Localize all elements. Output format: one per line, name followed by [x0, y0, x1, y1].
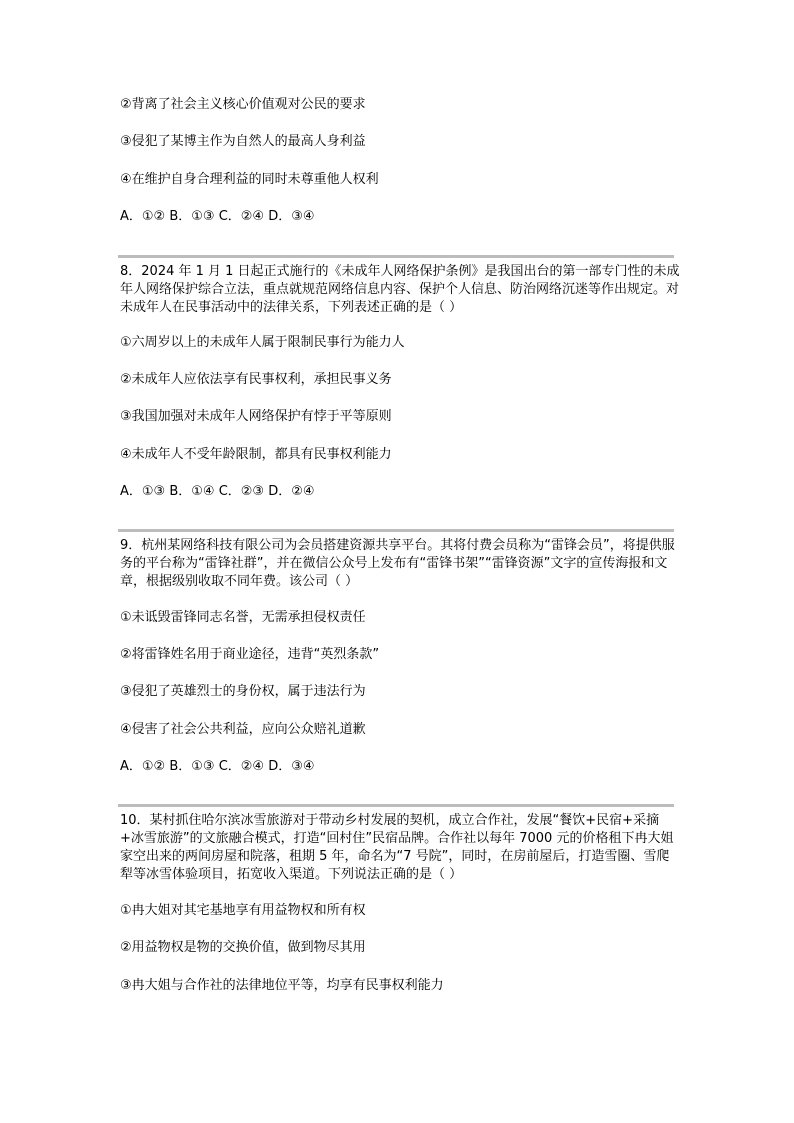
option-3: ③侵犯了某博主作为自然人的最高人身利益 [120, 134, 366, 149]
option-4: ④在维护自身合理利益的同时未尊重他人权利 [120, 172, 379, 187]
divider [118, 255, 674, 258]
divider [118, 804, 674, 807]
divider [118, 529, 674, 532]
question-stem: 8．2024 年 1 月 1 日起正式施行的《未成年人网络保护条例》是我国出台的第一部专门性的未成年人网络保护综合立法，重点就规范网络信息内容、保护个人信息、防治网络沉迷等作出规定。对未成年人在民事活动中的法律关系，下列表述正确的是（ ） [120, 264, 680, 315]
option-2: ②将雷锋姓名用于商业途径，违背“英烈条款” [120, 647, 380, 662]
option-4: ④侵害了社会公共利益，应向公众赔礼道歉 [120, 722, 366, 737]
option-2: ②背离了社会主义核心价值观对公民的要求 [120, 97, 366, 112]
option-4: ④未成年人不受年龄限制，都具有民事权利能力 [120, 447, 392, 462]
answer-choices: A．①② B．①③ C．②④ D．③④ [120, 759, 315, 774]
answer-choices: A．①③ B．①④ C．②③ D．②④ [120, 484, 315, 499]
answer-choices: A．①② B．①③ C．②④ D．③④ [120, 209, 315, 224]
question-stem: 9．杭州某网络科技有限公司为会员搭建资源共享平台。其将付费会员称为“雷锋会员”，将提供服务的平台称为“雷锋社群”，并在微信公众号上发布有“雷锋书架”“雷锋资源”文字的宣传海报和文章，根据级别收取不同年费。该公司（ ） [120, 538, 675, 589]
option-3: ③我国加强对未成年人网络保护有悖于平等原则 [120, 409, 392, 424]
question-stem: 10．某村抓住哈尔滨冰雪旅游对于带动乡村发展的契机，成立合作社，发展“餐饮+民宿+采摘+冰雪旅游”的文旅融合模式，打造“回村住”民宿品牌。合作社以每年 7000 元的价格租下冉大姐家空出来的两间房屋和院落，租期 5 年，命名为“7 号院”，同时，在房前屋后，打造雪圈、雪爬犁等冰雪体验项目，拓宽收入渠道。下列说法正确的是（ ） [120, 813, 674, 882]
option-1: ①六周岁以上的未成年人属于限制民事行为能力人 [120, 335, 405, 350]
option-1: ①未诋毁雷锋同志名誉，无需承担侵权责任 [120, 610, 366, 625]
option-2: ②用益物权是物的交换价值，做到物尽其用 [120, 940, 366, 955]
option-1: ①冉大姐对其宅基地享有用益物权和所有权 [120, 903, 366, 918]
option-3: ③冉大姐与合作社的法律地位平等，均享有民事权利能力 [120, 978, 444, 993]
option-2: ②未成年人应依法享有民事权利，承担民事义务 [120, 372, 392, 387]
option-3: ③侵犯了英雄烈士的身份权，属于违法行为 [120, 684, 366, 699]
